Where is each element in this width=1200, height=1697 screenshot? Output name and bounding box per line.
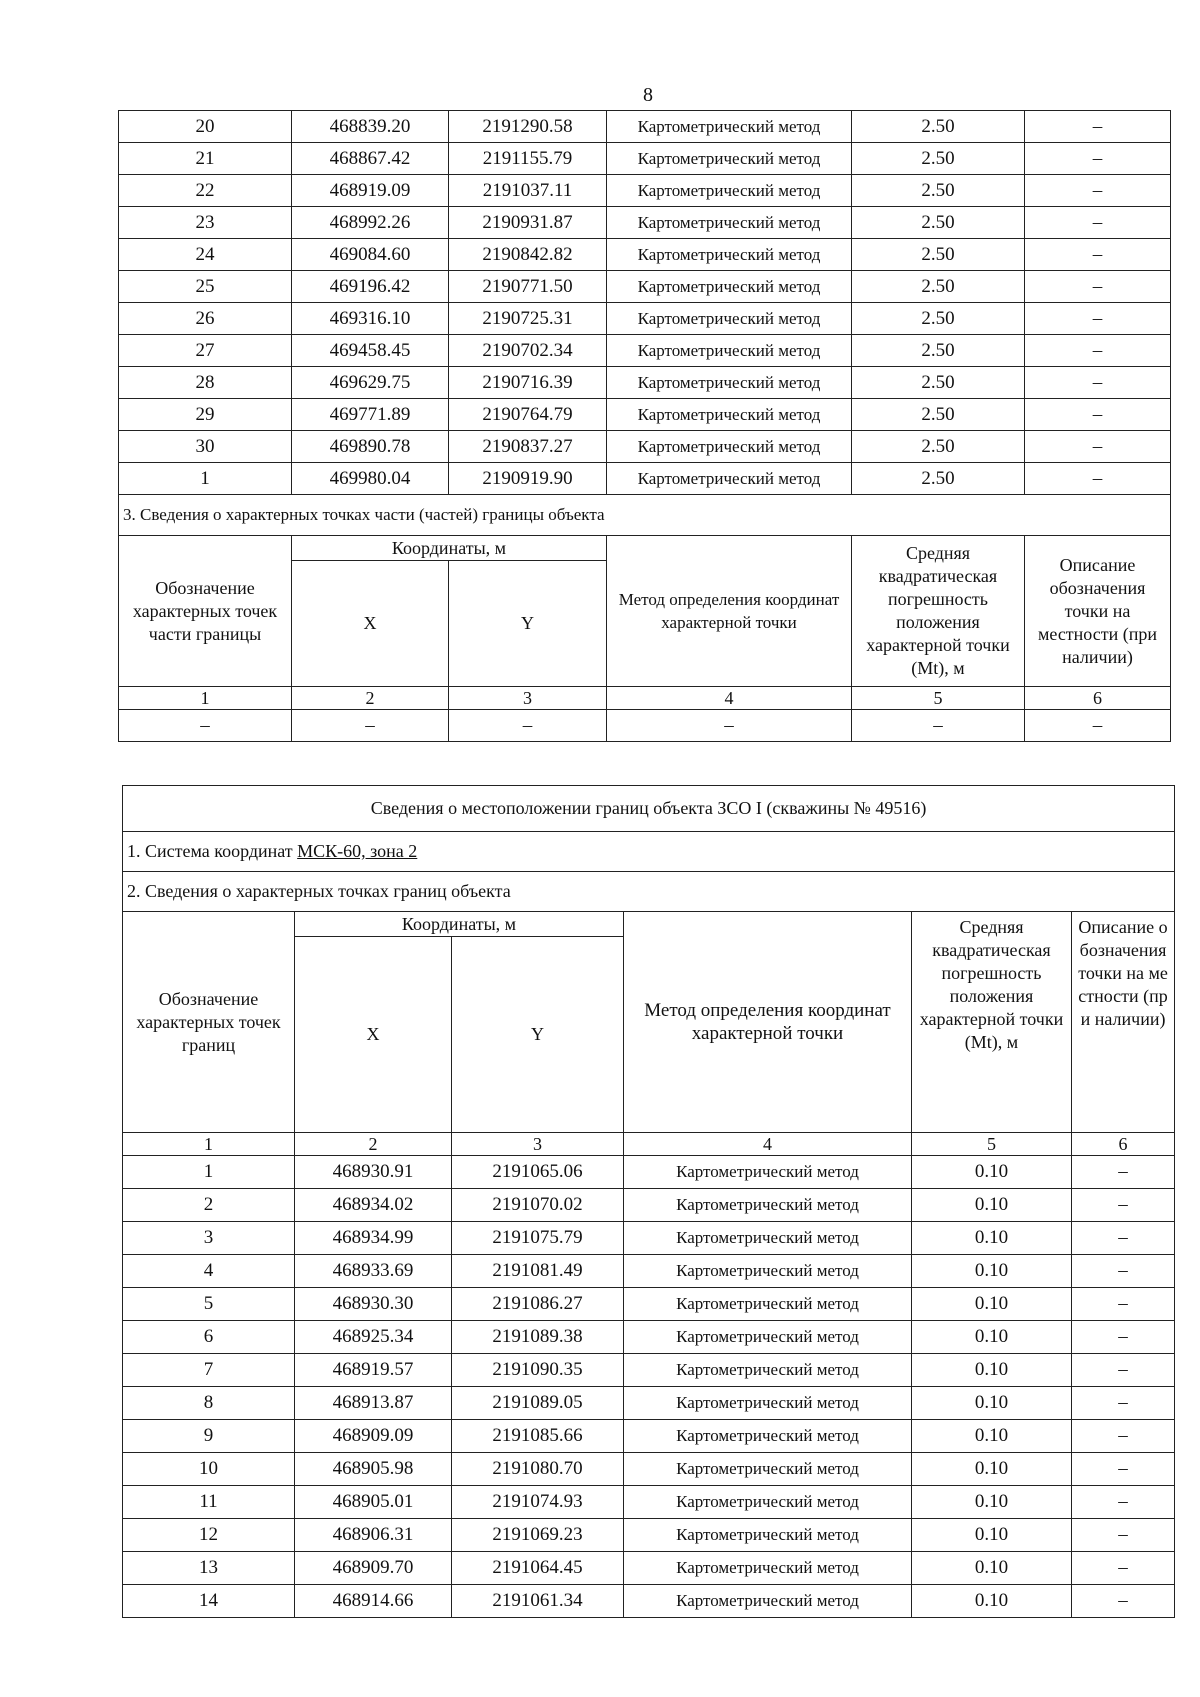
coord-y: 2190842.82	[449, 239, 607, 271]
coord-x: 468933.69	[295, 1255, 452, 1288]
column-number: 1	[119, 687, 292, 710]
description: –	[1072, 1387, 1175, 1420]
coord-y: 2191065.06	[452, 1156, 624, 1189]
coord-x: 469196.42	[292, 271, 449, 303]
coord-y: 2190725.31	[449, 303, 607, 335]
mean-error: 2.50	[852, 207, 1025, 239]
table-row	[119, 239, 1171, 271]
mean-error: 2.50	[852, 175, 1025, 207]
point-number: 14	[123, 1585, 295, 1618]
point-number: 28	[119, 367, 292, 399]
description-header: Описание обозначения точки на местности (при наличии)	[1072, 912, 1175, 1133]
coord-x: 468930.30	[295, 1288, 452, 1321]
boundary-points-table-continued	[118, 110, 1171, 742]
column-number: 6	[1025, 687, 1171, 710]
column-number: 3	[449, 687, 607, 710]
coord-x: 468913.87	[295, 1387, 452, 1420]
point-number: 24	[119, 239, 292, 271]
table-row	[119, 367, 1171, 399]
point-number: 9	[123, 1420, 295, 1453]
coord-x: 469316.10	[292, 303, 449, 335]
point-number: 21	[119, 143, 292, 175]
description: –	[1072, 1552, 1175, 1585]
method: Картометрический метод	[607, 335, 852, 367]
method: Картометрический метод	[624, 1585, 912, 1618]
method: Картометрический метод	[624, 1321, 912, 1354]
y-header: Y	[449, 561, 607, 687]
method: Картометрический метод	[624, 1189, 912, 1222]
description: –	[1025, 175, 1171, 207]
coord-x: 468914.66	[295, 1585, 452, 1618]
coord-y: 2190702.34	[449, 335, 607, 367]
table-row	[119, 111, 1171, 143]
point-number: 30	[119, 431, 292, 463]
table-row	[123, 1387, 1175, 1420]
description: –	[1025, 271, 1171, 303]
column-number: 3	[452, 1133, 624, 1156]
coord-y: 2191089.38	[452, 1321, 624, 1354]
point-number: 29	[119, 399, 292, 431]
coordinates-header: Координаты, м	[295, 912, 624, 937]
empty-cell: –	[1025, 710, 1171, 742]
method: Картометрический метод	[607, 431, 852, 463]
method: Картометрический метод	[607, 175, 852, 207]
table-row	[119, 175, 1171, 207]
point-number: 27	[119, 335, 292, 367]
description-header: Описание обозначения точки на местности (при наличии)	[1025, 536, 1171, 687]
mean-error: 0.10	[912, 1486, 1072, 1519]
coord-system-line	[123, 832, 1175, 872]
column-number: 4	[607, 687, 852, 710]
x-header: X	[295, 937, 452, 1133]
method: Картометрический метод	[607, 111, 852, 143]
designation-header: Обозначение характерных точек части границы	[119, 536, 292, 687]
coord-y: 2191090.35	[452, 1354, 624, 1387]
description: –	[1025, 111, 1171, 143]
empty-cell: –	[292, 710, 449, 742]
coord-y: 2191070.02	[452, 1189, 624, 1222]
coord-x: 468867.42	[292, 143, 449, 175]
coord-y: 2191061.34	[452, 1585, 624, 1618]
description: –	[1072, 1519, 1175, 1552]
description: –	[1072, 1453, 1175, 1486]
column-numbers-row	[119, 687, 1171, 710]
method: Картометрический метод	[607, 399, 852, 431]
method-header: Метод определения координат характерной точки	[607, 536, 852, 687]
coord-x: 468909.70	[295, 1552, 452, 1585]
method: Картометрический метод	[624, 1552, 912, 1585]
method-header: Метод определения координат характерной точки	[624, 912, 912, 1133]
description: –	[1072, 1585, 1175, 1618]
mean-error: 0.10	[912, 1552, 1072, 1585]
table-row	[119, 303, 1171, 335]
coord-y: 2191064.45	[452, 1552, 624, 1585]
method: Картометрический метод	[624, 1387, 912, 1420]
coord-x: 468839.20	[292, 111, 449, 143]
table-row	[123, 1420, 1175, 1453]
section2-title: 2. Сведения о характерных точках границ объекта	[123, 872, 1175, 912]
point-number: 12	[123, 1519, 295, 1552]
coord-x: 468909.09	[295, 1420, 452, 1453]
y-header: Y	[452, 937, 624, 1133]
table-row	[119, 335, 1171, 367]
table-row	[123, 1321, 1175, 1354]
empty-cell: –	[449, 710, 607, 742]
table-row	[123, 1189, 1175, 1222]
empty-cell: –	[119, 710, 292, 742]
coord-x: 468919.57	[295, 1354, 452, 1387]
coord-system-value: МСК-60, зона 2	[297, 841, 418, 861]
table-row	[123, 1354, 1175, 1387]
coord-y: 2190764.79	[449, 399, 607, 431]
description: –	[1072, 1486, 1175, 1519]
point-number: 4	[123, 1255, 295, 1288]
coord-y: 2191290.58	[449, 111, 607, 143]
coord-y: 2191075.79	[452, 1222, 624, 1255]
table1-body	[119, 111, 1171, 495]
coord-x: 468906.31	[295, 1519, 452, 1552]
description: –	[1025, 463, 1171, 495]
designation-header: Обозначение характерных точек границ	[123, 912, 295, 1133]
page-number: 8	[643, 84, 653, 106]
coord-y: 2191086.27	[452, 1288, 624, 1321]
coord-y: 2191089.05	[452, 1387, 624, 1420]
coord-y: 2190931.87	[449, 207, 607, 239]
coord-y: 2191074.93	[452, 1486, 624, 1519]
table2-body	[123, 1156, 1175, 1618]
point-number: 6	[123, 1321, 295, 1354]
point-number: 10	[123, 1453, 295, 1486]
coord-x: 469458.45	[292, 335, 449, 367]
coord-system-prefix: 1. Система координат	[127, 841, 298, 861]
description: –	[1025, 143, 1171, 175]
description: –	[1072, 1288, 1175, 1321]
coordinates-header: Координаты, м	[292, 536, 607, 561]
section3-title: 3. Сведения о характерных точках части (частей) границы объекта	[119, 495, 1171, 536]
column-numbers-row	[123, 1133, 1175, 1156]
method: Картометрический метод	[624, 1453, 912, 1486]
method: Картометрический метод	[607, 143, 852, 175]
point-number: 1	[123, 1156, 295, 1189]
method: Картометрический метод	[607, 367, 852, 399]
column-number: 5	[912, 1133, 1072, 1156]
point-number: 25	[119, 271, 292, 303]
table-row	[123, 1453, 1175, 1486]
description: –	[1072, 1156, 1175, 1189]
mean-error: 0.10	[912, 1156, 1072, 1189]
method: Картометрический метод	[624, 1420, 912, 1453]
coord-x: 468934.02	[295, 1189, 452, 1222]
method: Картометрический метод	[624, 1288, 912, 1321]
mean-error: 0.10	[912, 1189, 1072, 1222]
coord-y: 2191085.66	[452, 1420, 624, 1453]
coord-y: 2191081.49	[452, 1255, 624, 1288]
point-number: 11	[123, 1486, 295, 1519]
coord-y: 2190716.39	[449, 367, 607, 399]
column-number: 6	[1072, 1133, 1175, 1156]
table-row	[119, 143, 1171, 175]
coord-x: 468925.34	[295, 1321, 452, 1354]
table-row	[119, 207, 1171, 239]
point-number: 13	[123, 1552, 295, 1585]
empty-row	[119, 710, 1171, 742]
method: Картометрический метод	[624, 1486, 912, 1519]
coord-x: 468905.01	[295, 1486, 452, 1519]
point-number: 22	[119, 175, 292, 207]
table-row	[119, 399, 1171, 431]
column-number: 5	[852, 687, 1025, 710]
description: –	[1072, 1321, 1175, 1354]
mean-error: 0.10	[912, 1519, 1072, 1552]
description: –	[1025, 239, 1171, 271]
column-number: 1	[123, 1133, 295, 1156]
mean-error: 0.10	[912, 1585, 1072, 1618]
coord-x: 468934.99	[295, 1222, 452, 1255]
mean-error: 2.50	[852, 463, 1025, 495]
mean-error: 0.10	[912, 1222, 1072, 1255]
error-header: Средняя квадратическая погрешность положения характерной точки (Mt), м	[852, 536, 1025, 687]
mean-error: 2.50	[852, 111, 1025, 143]
mean-error: 0.10	[912, 1387, 1072, 1420]
point-number: 26	[119, 303, 292, 335]
point-number: 8	[123, 1387, 295, 1420]
description: –	[1025, 207, 1171, 239]
point-number: 7	[123, 1354, 295, 1387]
description: –	[1072, 1222, 1175, 1255]
coord-y: 2190919.90	[449, 463, 607, 495]
table-row	[123, 1552, 1175, 1585]
description: –	[1072, 1189, 1175, 1222]
table-row	[123, 1519, 1175, 1552]
coord-x: 468992.26	[292, 207, 449, 239]
coord-y: 2190771.50	[449, 271, 607, 303]
coord-y: 2190837.27	[449, 431, 607, 463]
table-row	[119, 463, 1171, 495]
column-number: 2	[295, 1133, 452, 1156]
column-number: 2	[292, 687, 449, 710]
coord-x: 469771.89	[292, 399, 449, 431]
table-row	[123, 1585, 1175, 1618]
table-row	[123, 1486, 1175, 1519]
zso-boundary-table	[122, 785, 1175, 1618]
table-row	[119, 431, 1171, 463]
description: –	[1025, 367, 1171, 399]
coord-x: 469629.75	[292, 367, 449, 399]
coord-y: 2191080.70	[452, 1453, 624, 1486]
mean-error: 2.50	[852, 399, 1025, 431]
mean-error: 2.50	[852, 143, 1025, 175]
method: Картометрический метод	[607, 463, 852, 495]
error-header: Средняя квадратическая погрешность положения характерной точки (Mt), м	[912, 912, 1072, 1133]
method: Картометрический метод	[607, 207, 852, 239]
mean-error: 0.10	[912, 1420, 1072, 1453]
method: Картометрический метод	[607, 271, 852, 303]
point-number: 2	[123, 1189, 295, 1222]
description: –	[1025, 431, 1171, 463]
coord-x: 469890.78	[292, 431, 449, 463]
method: Картометрический метод	[624, 1354, 912, 1387]
column-number: 4	[624, 1133, 912, 1156]
mean-error: 0.10	[912, 1255, 1072, 1288]
description: –	[1025, 335, 1171, 367]
table-row	[123, 1288, 1175, 1321]
coord-x: 469980.04	[292, 463, 449, 495]
method: Картометрический метод	[607, 239, 852, 271]
mean-error: 2.50	[852, 367, 1025, 399]
description: –	[1072, 1255, 1175, 1288]
mean-error: 2.50	[852, 239, 1025, 271]
coord-x: 468919.09	[292, 175, 449, 207]
coord-y: 2191037.11	[449, 175, 607, 207]
mean-error: 2.50	[852, 271, 1025, 303]
mean-error: 0.10	[912, 1321, 1072, 1354]
point-number: 23	[119, 207, 292, 239]
mean-error: 2.50	[852, 303, 1025, 335]
x-header: X	[292, 561, 449, 687]
mean-error: 2.50	[852, 335, 1025, 367]
coord-y: 2191069.23	[452, 1519, 624, 1552]
empty-cell: –	[852, 710, 1025, 742]
table-row	[123, 1156, 1175, 1189]
table2-title: Сведения о местоположении границ объекта ЗСО I (скважины № 49516)	[123, 786, 1175, 832]
method: Картометрический метод	[607, 303, 852, 335]
method: Картометрический метод	[624, 1519, 912, 1552]
coord-x: 469084.60	[292, 239, 449, 271]
point-number: 1	[119, 463, 292, 495]
point-number: 5	[123, 1288, 295, 1321]
mean-error: 0.10	[912, 1354, 1072, 1387]
description: –	[1025, 303, 1171, 335]
description: –	[1072, 1354, 1175, 1387]
table-row	[123, 1255, 1175, 1288]
empty-cell: –	[607, 710, 852, 742]
mean-error: 0.10	[912, 1288, 1072, 1321]
table-row	[123, 1222, 1175, 1255]
coord-x: 468905.98	[295, 1453, 452, 1486]
point-number: 20	[119, 111, 292, 143]
description: –	[1025, 399, 1171, 431]
table-row	[119, 271, 1171, 303]
mean-error: 2.50	[852, 431, 1025, 463]
method: Картометрический метод	[624, 1156, 912, 1189]
method: Картометрический метод	[624, 1222, 912, 1255]
coord-y: 2191155.79	[449, 143, 607, 175]
mean-error: 0.10	[912, 1453, 1072, 1486]
description: –	[1072, 1420, 1175, 1453]
coord-x: 468930.91	[295, 1156, 452, 1189]
point-number: 3	[123, 1222, 295, 1255]
method: Картометрический метод	[624, 1255, 912, 1288]
